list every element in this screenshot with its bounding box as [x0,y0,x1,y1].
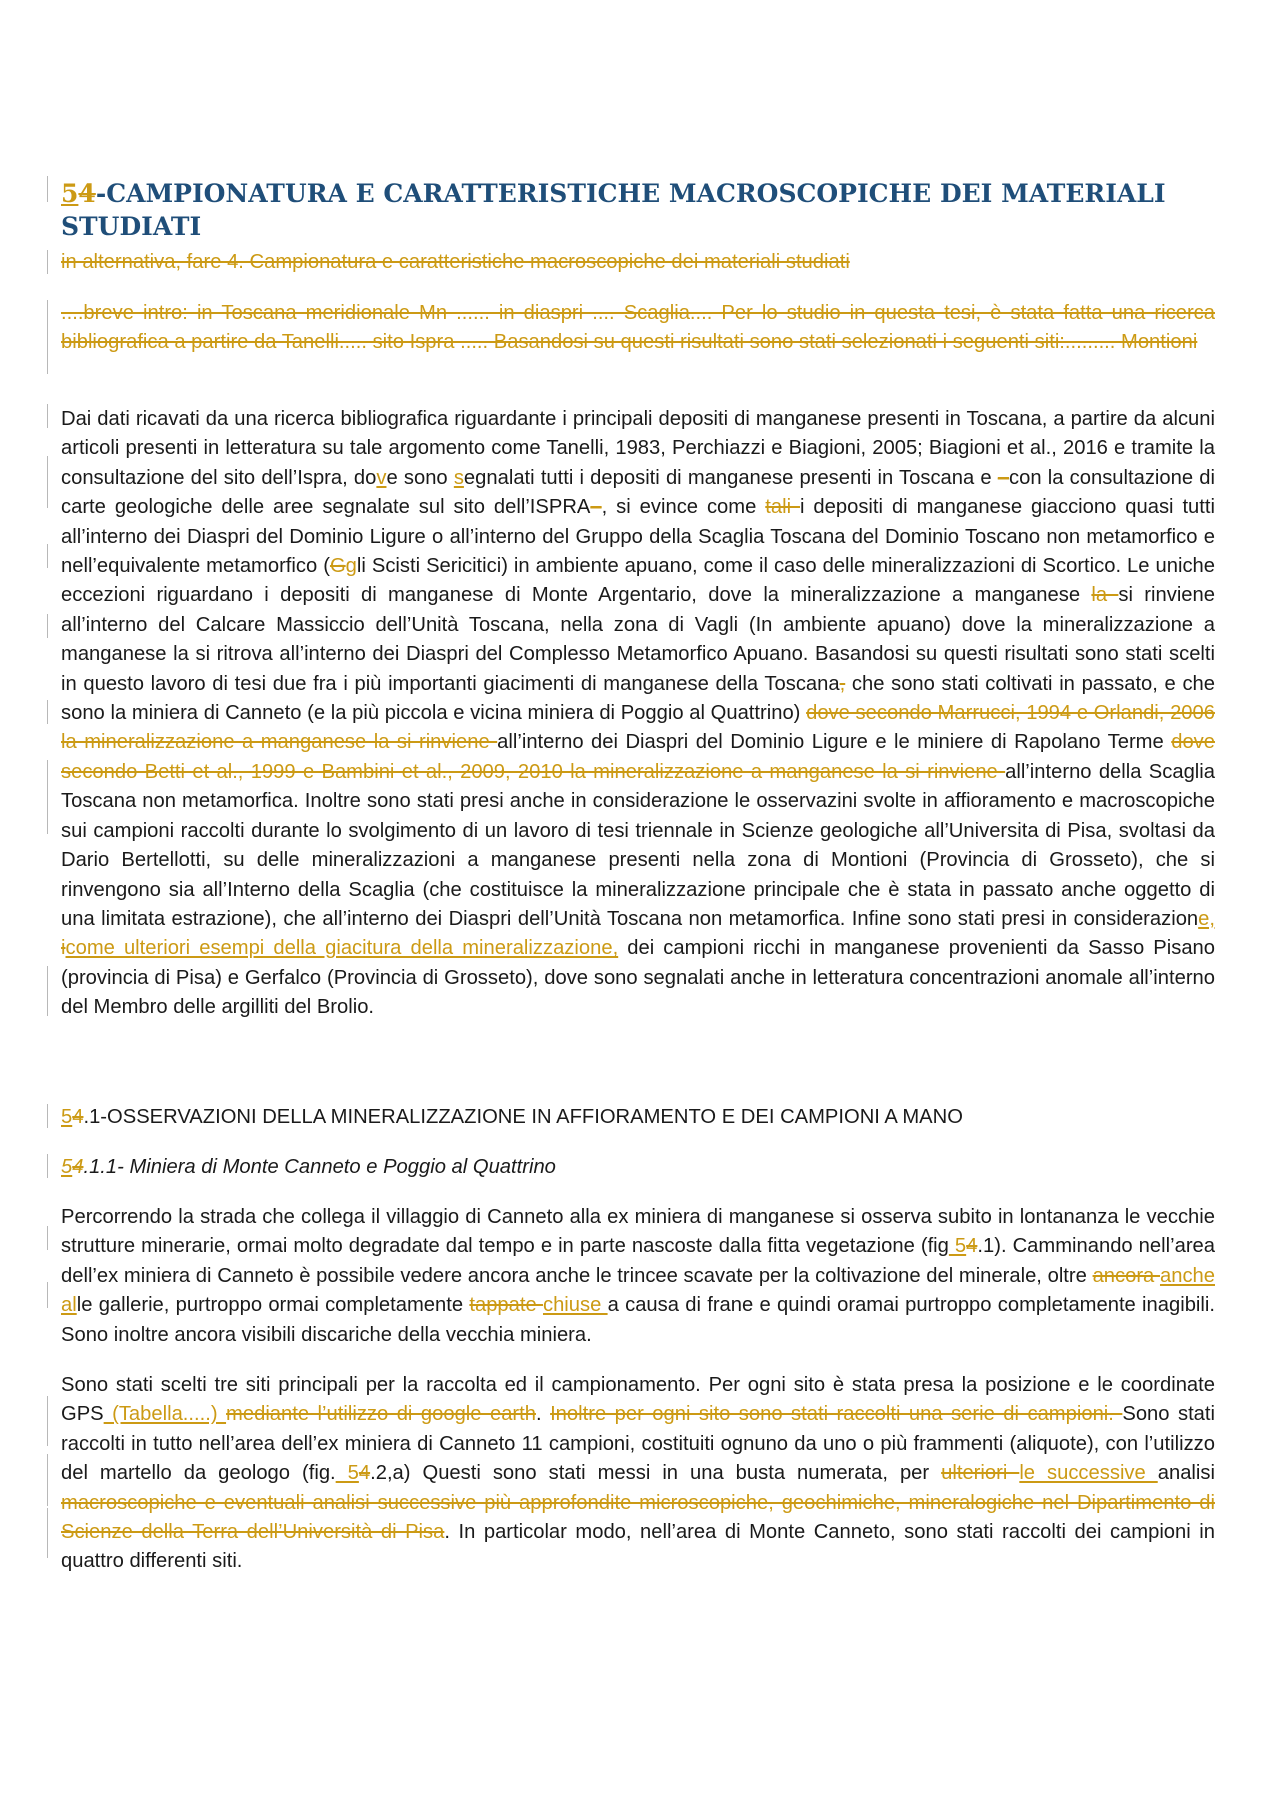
section-title-text: -CAMPIONATURA E CARATTERISTICHE MACROSCOPICHE DEI MATERIALI STUDIATI [61,179,1166,241]
deleted-text: G [329,555,346,578]
deleted-text: la [1091,584,1119,607]
change-bar [47,760,48,834]
deleted-text: 4 [358,1462,371,1485]
change-bar [47,1226,48,1250]
inserted-text: 5 [335,1462,359,1485]
change-bar [47,404,48,428]
deleted-text: 4 [78,179,96,208]
deleted-text: tali [765,496,801,519]
deleted-text: mediante l’utilizzo di google earth [226,1403,536,1426]
deleted-text: i [61,937,66,960]
inserted-text: e, [1198,907,1215,930]
change-bar [47,176,48,202]
deleted-text: dove secondo Marrucci, 1994 e Orlandi, 2006 la mineralizzazione a manganese la si rinviene [61,702,1215,754]
deleted-text: – [590,496,602,519]
change-bar [47,1104,48,1128]
deleted-alternative-note: in alternativa, fare 4. Campionatura e caratteristiche macroscopiche dei materiali studiati [61,251,850,273]
inserted-text: 5 [61,1106,73,1128]
change-bar [47,1154,48,1178]
change-bar [47,1454,48,1506]
change-bar [47,966,48,1016]
deleted-text: ancora [1092,1264,1160,1287]
subsubsection-title: 54.1.1- Miniera di Monte Canneto e Poggio al Quattrino [61,1156,556,1178]
change-bar [47,1508,48,1558]
inserted-text: chiuse [542,1294,608,1317]
inserted-text: come ulteriori esempi della giacitura della mineralizzazione, [65,937,619,960]
inserted-text: 5 [61,1156,73,1178]
inserted-text: s [453,466,464,489]
deleted-text: 4 [72,1156,84,1178]
deleted-text: , [839,672,846,695]
inserted-text: le successive [1019,1462,1158,1485]
inserted-text: 5 [948,1235,967,1258]
change-bar [47,300,48,374]
change-bar [47,614,48,638]
deleted-text: – [997,466,1010,489]
body-paragraph-1: Dai dati ricavati da una ricerca bibliografica riguardante i principali depositi di manganese presenti in Toscana, a partire da alcuni articoli presenti in letteratura su tale argomento come Tanelli, 1983, Perchiazzi e Biagioni, 2005; Biagioni et al., 2016 e tramite la consultazione del sito dell’Ispra, dove sono segnalati tutti i depositi di manganese presenti in Toscana e –con la consultazione di carte geologiche delle aree segnalate sul sito dell’ISPRA–, si evince come tali i depositi di manganese giacciono quasi tutti all’interno dei Diaspri del Dominio Ligure o all’interno del Gruppo della Scaglia Toscana del Dominio Toscano non metamorfico e nell’equivalente metamorfico (Ggli Scisti Sericitici) in ambiente apuano, come il caso delle mineralizzazioni di Scortico. Le uniche eccezioni riguardano i depositi di manganese di Monte Argentario, dove la mineralizzazione a manganese la si rinviene all’interno del Calcare Massiccio dell’Unità Toscana, nella zona di Vagli (In ambiente apuano) dove la mineralizzazione a manganese la si ritrova all’interno dei Diaspri del Complesso Metamorfico Apuano. Basandosi su questi risultati sono stati scelti in questo lavoro di tesi due fra i più importanti giacimenti di manganese della Toscana, che sono stati coltivati in passato, e che sono la miniera di Canneto (e la più piccola e vicina miniera di Poggio al Quattrino) dove secondo Marrucci, 1994 e Orlandi, 2006 la mineralizzazione a manganese la si rinviene all’interno dei Diaspri del Dominio Ligure e le miniere di Rapolano Terme dove secondo Betti et al., 1999 e Bambini et al., 2009, 2010 la mineralizzazione a manganese la si rinviene all’interno della Scaglia Toscana non metamorfica. Inoltre sono stati presi anche in considerazione le osservazini svolte in affioramento e macroscopiche sui campioni raccolti durante lo svolgimento di un lavoro di tesi triennale in Scienze geologiche all’Universita di Pisa, svoltasi da Dario Bertellotti, su delle mineralizzazioni a manganese presenti nella zona di Montioni (Provincia di Grosseto), che si rinvengono sia all’Interno della Scaglia (che costituisce la mineralizzazione principale che è stata in passato anche oggetto di una limitata estrazione), che all’interno dei Diaspri dell’Unità Toscana non metamorfica. Infine sono stati presi in considerazione, icome ulteriori esempi della giacitura della mineralizzazione, dei campioni ricchi in manganese provenienti da Sasso Pisano (provincia di Pisa) e Gerfalco (Provincia di Grosseto), dove sono segnalati anche in letteratura concentrazioni anomale all’interno del Membro delle argilliti del Brolio. [61,408,1216,1019]
change-bar [47,700,48,724]
change-bar [47,1282,48,1308]
change-bar [47,544,48,568]
change-bar [47,250,48,274]
subsection-title: 54.1-OSSERVAZIONI DELLA MINERALIZZAZIONE IN AFFIORAMENTO E DEI CAMPIONI A MANO [61,1106,963,1128]
inserted-text: g [345,555,357,578]
deleted-text: Inoltre per ogni sito sono stati raccolti una serie di campioni. [550,1403,1123,1426]
inserted-text: anche al [61,1264,1215,1317]
deleted-text: 4 [966,1235,978,1258]
deleted-text: 4 [72,1106,84,1128]
deleted-text: ulteriori [941,1462,1020,1485]
body-paragraph-3: Sono stati scelti tre siti principali per la raccolta ed il campionamento. Per ogni sito è stata presa la posizione e le coordinate GPS (Tabella.....) mediante l’utilizzo di google earth. Inoltre per ogni sito sono stati raccolti una serie di campioni. Sono stati raccolti in tutto nell’area dell’ex miniera di Canneto 11 campioni, costituiti ognuno da uno o più frammenti (aliquote), con l’utilizzo del martello da geologo (fig. 54.2,a) Questi sono stati messi in una busta numerata, per ulteriori le successive analisi macroscopiche e eventuali analisi successive più approfondite microscopiche, geochimiche, mineralogiche nel Dipartimento di Scienze della Terra dell’Università di Pisa. In particolar modo, nell’area di Monte Canneto, sono stati raccolti dei campioni in quattro differenti siti. [61,1374,1215,1573]
deleted-text: tappate [469,1294,543,1317]
section-title [61,177,1215,243]
body-paragraph-2: Percorrendo la strada che collega il villaggio di Canneto alla ex miniera di manganese si osserva subito in lontananza le vecchie strutture minerarie, ormai molto degradate dal tempo e in parte nascoste dalla fitta vegetazione (fig 54.1). Camminando nell’area dell’ex miniera di Canneto è possibile vedere ancora anche le trincee scavate per la coltivazione del minerale, oltre ancora anche alle gallerie, purtroppo ormai completamente tappate chiuse a causa di frane e quindi oramai purtroppo completamente inagibili. Sono inoltre ancora visibili discariche della vecchia miniera. [61,1206,1215,1346]
change-bar [47,456,48,508]
deleted-intro-note: ....breve intro: in Toscana meridionale Mn ...... in diaspri .... Scaglia.... Per lo studio in questa tesi, è stata fatta una ricerca bibliografica a partire da Tanelli..... sito Ispra ..... Basandosi su questi risultati sono stati selezionati i seguenti siti:......... Montioni [61,302,1215,354]
deleted-text: dove secondo Betti et al., 1999 e Bambini et al., 2009, 2010 la mineralizzazione a manganese la si rinviene [61,731,1215,783]
deleted-text: macroscopiche e eventuali analisi successive più approfondite microscopiche, geochimiche, mineralogiche nel Dipartimento di Scienze della Terra dell’Università di Pisa [61,1491,1215,1544]
inserted-text: v [376,466,387,489]
change-bar [47,1396,48,1446]
inserted-text: 5 [61,179,79,208]
inserted-text: (Tabella.....) [103,1403,227,1426]
